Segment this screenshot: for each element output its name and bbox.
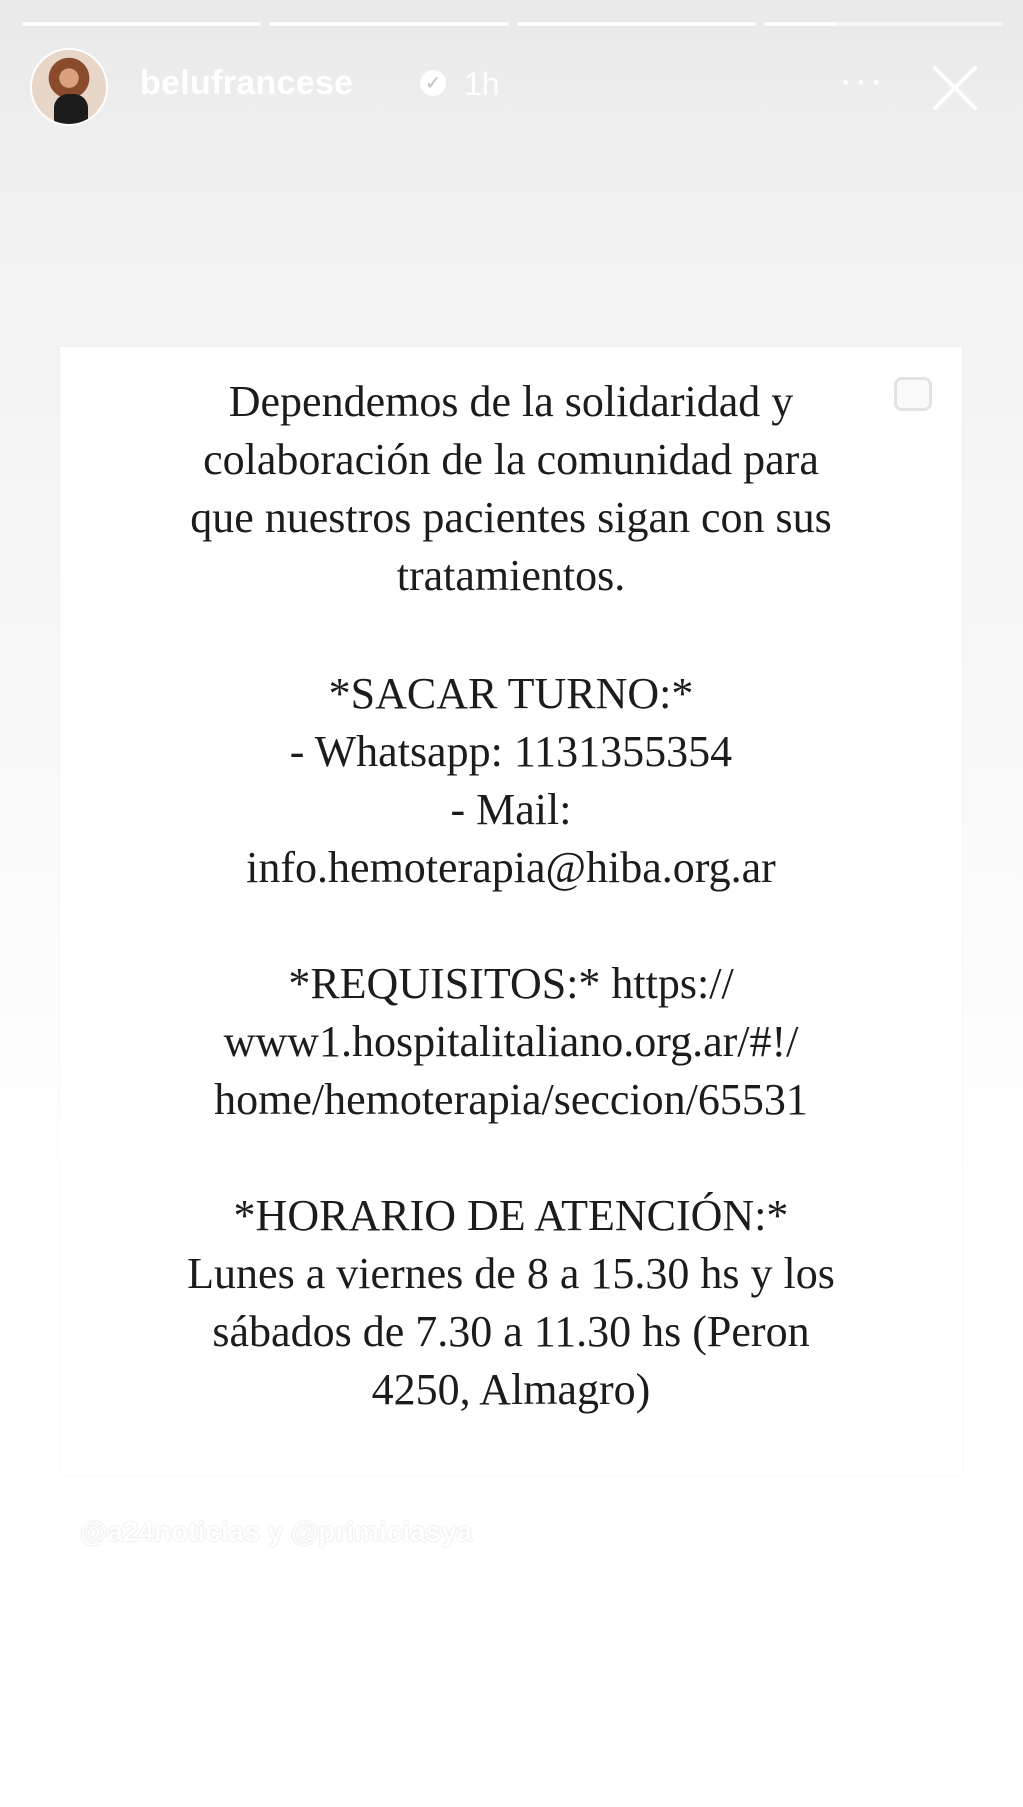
progress-fill [22,22,261,26]
requisitos-text: *REQUISITOS:* https:// www1.hospitalitaliano.org.ar/#!/ home/hemoterapia/seccion/65531 [214,959,808,1124]
avatar[interactable] [30,48,108,126]
progress-segment [764,22,1003,26]
post-time: 1h [464,66,500,102]
progress-segment [269,22,508,26]
intro-paragraph: Dependemos de la solidaridad y colaboración de la comunidad para que nuestros pacientes sigan con sus tratamientos. [190,377,832,600]
story-header [30,48,1003,128]
avatar-figure [54,94,88,126]
turno-mail: info.hemoterapia@hiba.org.ar [246,843,776,892]
story-text-card [60,347,962,1475]
more-dots-icon[interactable]: ··· [839,58,885,102]
turno-mail-label: - Mail: [450,785,572,834]
verified-badge-icon: ✓ [420,70,446,96]
close-icon[interactable] [929,62,981,114]
turno-whatsapp: - Whatsapp: 1131355354 [289,727,733,776]
horario-text: Lunes a viernes de 8 a 15.30 hs y los sábados de 7.30 a 11.30 hs (Peron 4250, Almagro) [187,1249,835,1414]
turno-heading: *SACAR TURNO:* [328,669,694,718]
progress-fill [269,22,508,26]
horario-heading: *HORARIO DE ATENCIÓN:* [233,1191,789,1240]
progress-fill [517,22,756,26]
username[interactable]: belufrancese [140,64,354,102]
watermark-credit: @a24noticias y @primiciasya [80,1516,473,1547]
progress-fill [764,22,836,26]
progress-segment [517,22,756,26]
story-progress-bar [22,22,1003,26]
progress-segment [22,22,261,26]
